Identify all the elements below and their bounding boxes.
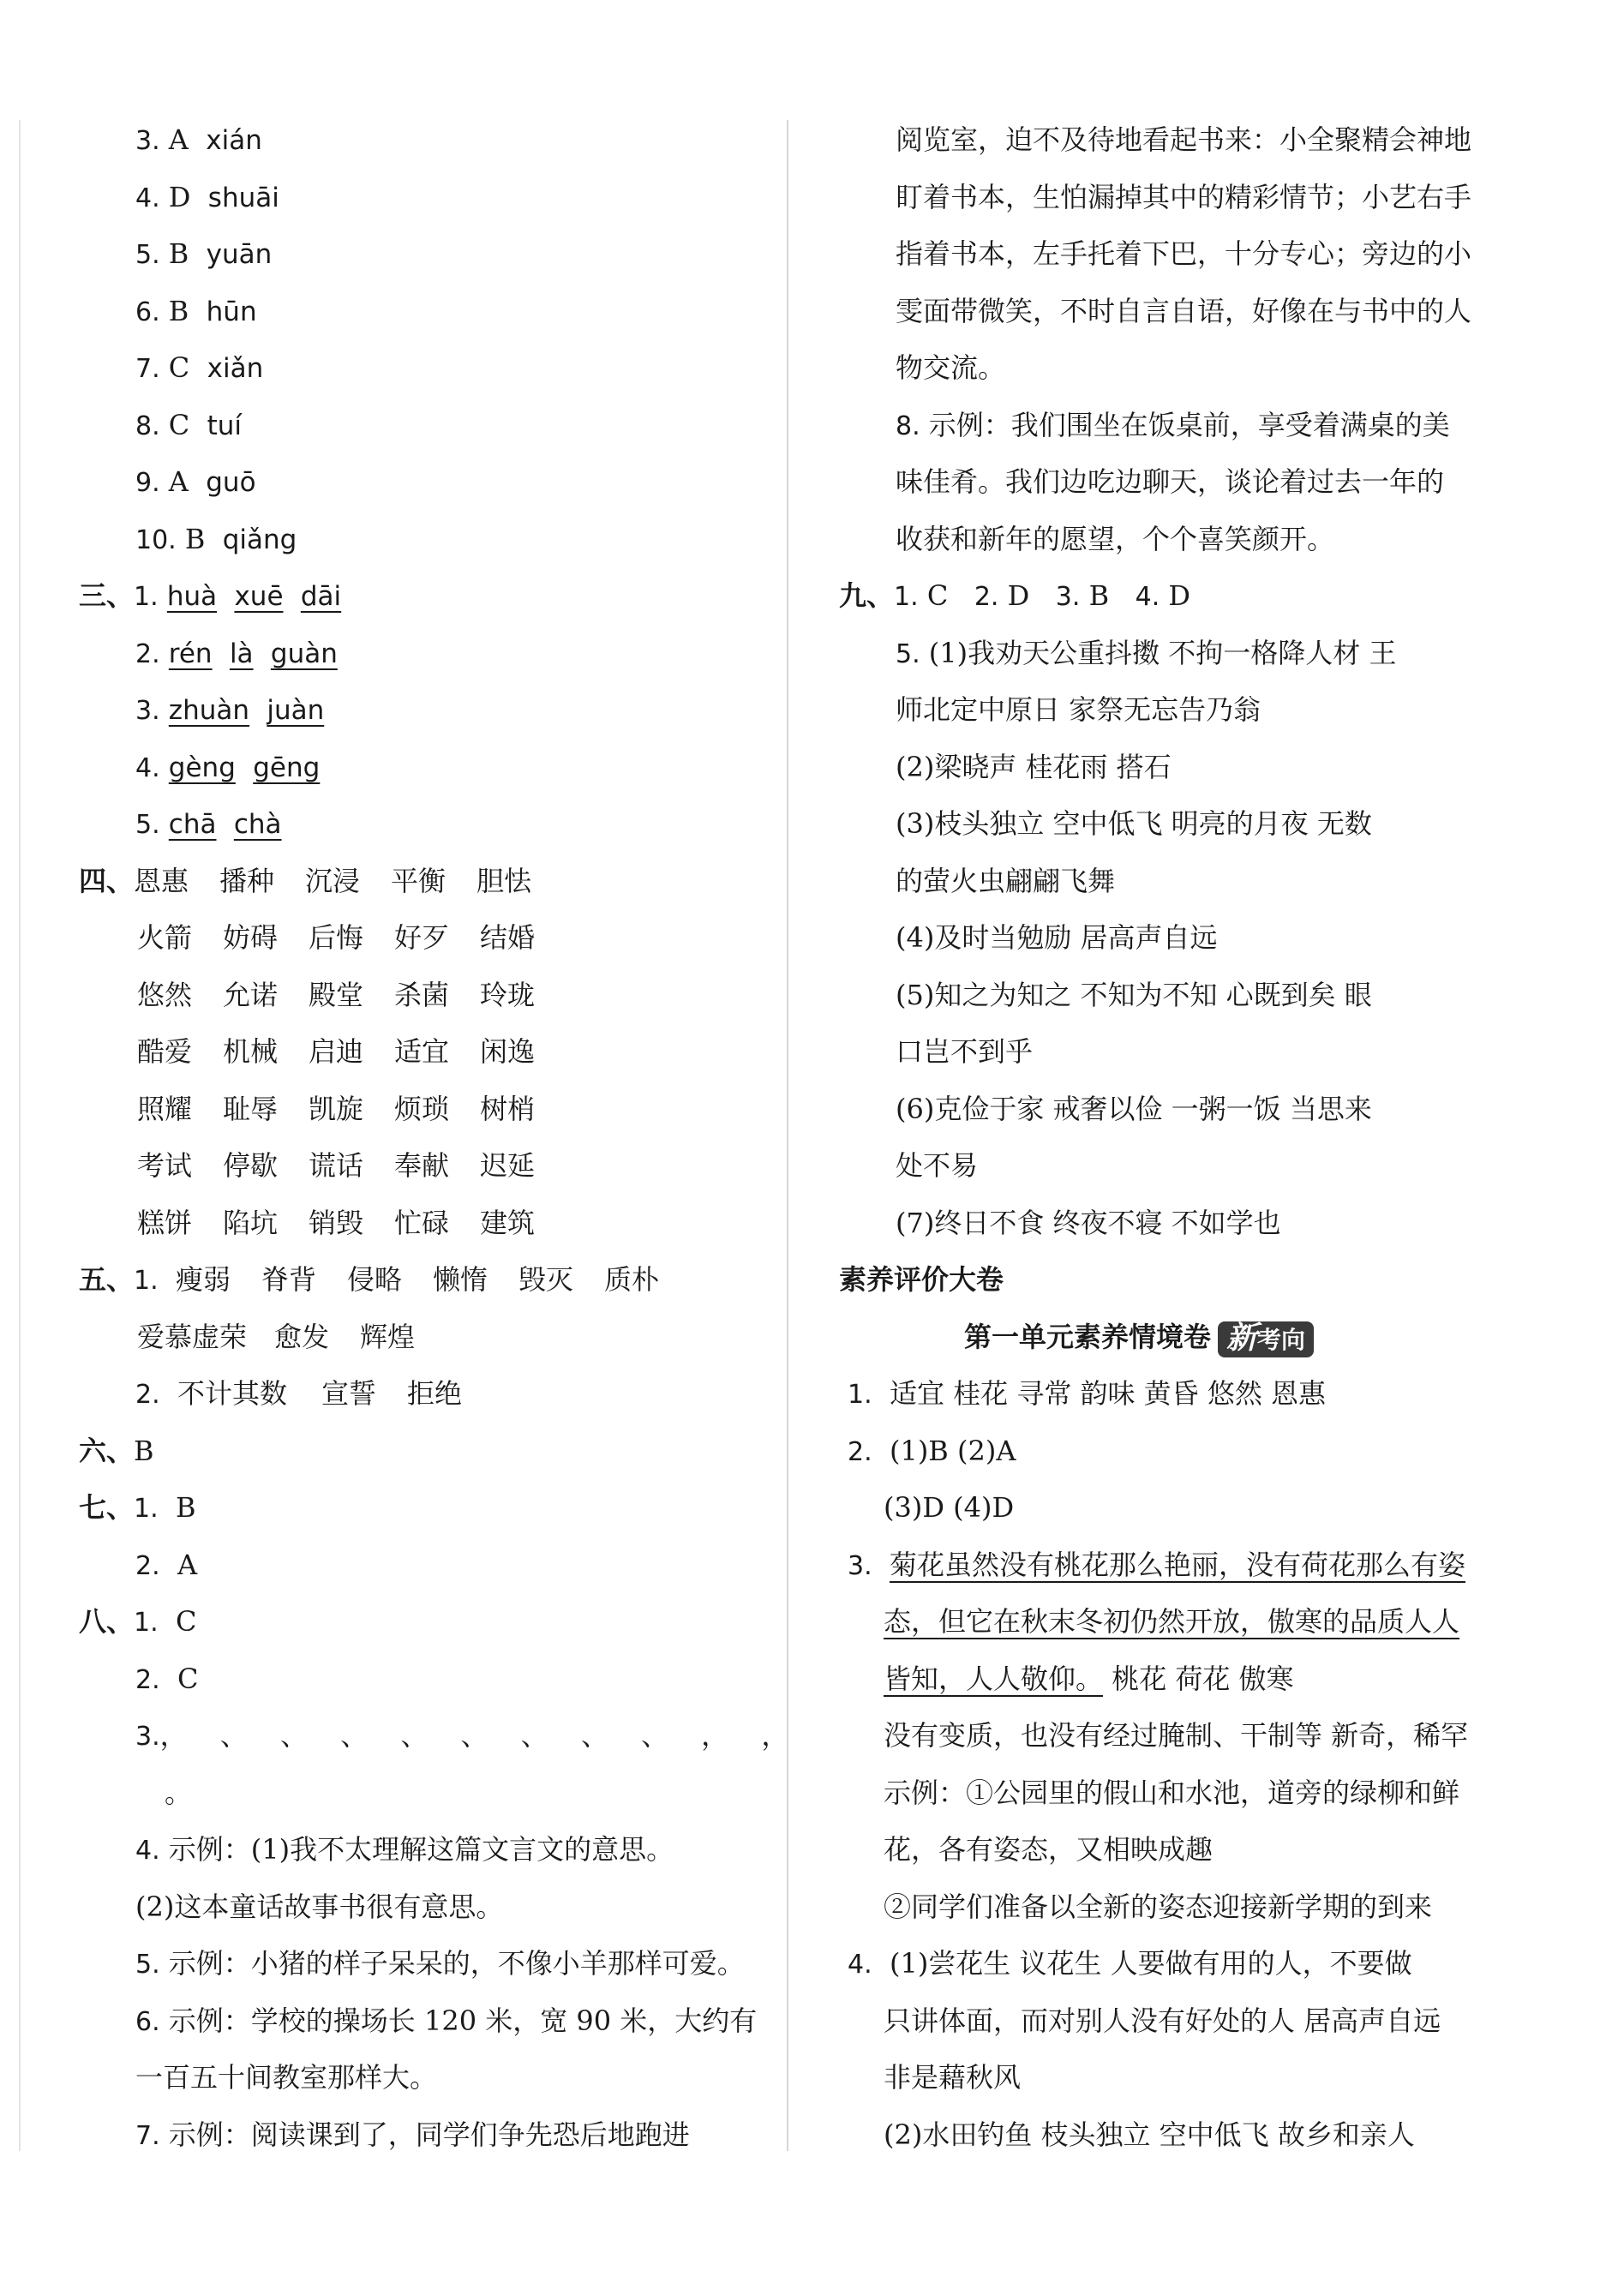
text-line: 4. (1)尝花生 议花生 人要做有用的人，不要做 <box>848 1947 1412 1980</box>
word-row: 照耀 耻辱 凯旋 烦琐 树梢 <box>137 1093 536 1125</box>
word-row: 悠然 允诺 殿堂 杀菌 玲珑 <box>137 979 536 1011</box>
answer-row: 10. B qiǎng <box>135 523 297 555</box>
pinyin-row: 5. chā chà <box>135 809 282 840</box>
pinyin-row: 3. zhuàn juàn <box>135 695 325 726</box>
answer-row: 4. D shuāi <box>135 181 279 213</box>
section-wu-row: 五、1. 瘦弱 脊背 侵略 懒惰 毁灭 质朴 <box>79 1263 659 1296</box>
answer-row: 5. B yuān <box>135 237 273 270</box>
answer-row: 6. 示例：学校的操场长 120 米，宽 90 米，大约有 <box>135 2004 758 2037</box>
section-qi-row: 七、1. B <box>79 1491 196 1524</box>
text-line: 阅览室，迫不及待地看起书来：小全聚精会神地 <box>896 123 1472 156</box>
text-line: 8. 示例：我们围坐在饭桌前，享受着满桌的美 <box>896 409 1450 441</box>
word-row: 2. 不计其数 宣誓 拒绝 <box>135 1377 462 1410</box>
text-line: 处不易 <box>896 1149 979 1182</box>
text-line: ②同学们准备以全新的姿态迎接新学期的到来 <box>884 1891 1433 1923</box>
answer-row: 一百五十间教室那样大。 <box>135 2061 438 2094</box>
answer-row: 9. A guō <box>135 465 256 498</box>
pinyin-row: 4. gèng gēng <box>135 752 321 783</box>
section-liu-row: 六、B <box>79 1435 154 1467</box>
section-ba-row: 八、1. C <box>79 1605 197 1638</box>
section-san-row: 三、1. huà xuē dāi <box>79 579 342 612</box>
text-line: 雯面带微笑，不时自言自语，好像在与书中的人 <box>896 295 1472 327</box>
text-line: 示例：①公园里的假山和水池，道旁的绿柳和鲜 <box>884 1777 1460 1809</box>
column-divider <box>787 120 788 2151</box>
word-row: 考试 停歇 谎话 奉献 迟延 <box>137 1149 536 1182</box>
left-margin-rule <box>19 120 21 2151</box>
text-line: 指着书本，左手托着下巴，十分专心；旁边的小 <box>896 237 1472 270</box>
text-line: (2)梁晓声 桂花雨 搭石 <box>896 751 1172 783</box>
answer-row: (2)这本童话故事书很有意思。 <box>135 1891 504 1923</box>
answer-row: 3. A xián <box>135 123 262 156</box>
word-row: 火箭 妨碍 后悔 好歹 结婚 <box>137 921 536 954</box>
text-line: 味佳肴。我们边吃边聊天，谈论着过去一年的 <box>896 465 1445 498</box>
answer-row: 5. 示例：小猪的样子呆呆的，不像小羊那样可爱。 <box>135 1947 745 1980</box>
text-line: 物交流。 <box>896 351 1006 384</box>
answer-row: 6. B hūn <box>135 295 257 327</box>
text-line: (3)枝头独立 空中低飞 明亮的月夜 无数 <box>896 807 1372 840</box>
text-line: (6)克俭于家 戒奢以俭 一粥一饭 当思来 <box>896 1093 1372 1125</box>
text-line: 3. 菊花虽然没有桃花那么艳丽，没有荷花那么有姿 <box>848 1549 1465 1581</box>
pinyin-row: 2. rén là guàn <box>135 638 338 669</box>
text-line: (4)及时当勉励 居高声自远 <box>896 921 1218 954</box>
answer-row: 4. 示例：(1)我不太理解这篇文言文的意思。 <box>135 1833 674 1866</box>
text-line: 1. 适宜 桂花 寻常 韵味 黄昏 悠然 恩惠 <box>848 1377 1327 1410</box>
text-line: 5. (1)我劝天公重抖擞 不拘一格降人材 王 <box>896 637 1397 669</box>
answer-row: 7. 示例：阅读课到了，同学们争先恐后地跑进 <box>135 2118 690 2151</box>
text-line: 收获和新年的愿望，个个喜笑颜开。 <box>896 523 1335 555</box>
answer-row: 2. A <box>135 1549 198 1581</box>
word-row: 酷爱 机械 启迪 适宜 闲逸 <box>137 1035 536 1068</box>
answer-row: 3.， 、 、 、 、 、 、 、 、 ， ， <box>135 1719 801 1752</box>
answer-row: 2. C <box>135 1663 199 1695</box>
text-line: 没有变质，也没有经过腌制、干制等 新奇，稀罕 <box>884 1719 1469 1752</box>
text-line: 花，各有姿态，又相映成趣 <box>884 1833 1214 1866</box>
answer-row: 。 <box>165 1777 193 1809</box>
section-jiu-row: 九、1. C 2. D 3. B 4. D <box>839 579 1191 612</box>
text-line: 皆知，人人敬仰。 桃花 荷花 傲寒 <box>884 1663 1294 1695</box>
word-row: 糕饼 陷坑 销毁 忙碌 建筑 <box>137 1207 536 1239</box>
text-line: 师北定中原日 家祭无忘告乃翁 <box>896 693 1261 726</box>
text-line: 盯着书本，生怕漏掉其中的精彩情节；小艺右手 <box>896 181 1472 213</box>
word-row: 爱慕虚荣 愈发 辉煌 <box>137 1321 416 1353</box>
new-trend-badge: 新考向 <box>1218 1321 1314 1357</box>
unit-title: 第一单元素养情境卷 新考向 <box>964 1316 1314 1357</box>
text-line: (5)知之为知之 不知为不知 心既到矣 眼 <box>896 979 1372 1011</box>
text-line: 口岂不到乎 <box>896 1035 1034 1068</box>
text-line: 态，但它在秋末冬初仍然开放，傲寒的品质人人 <box>884 1605 1460 1638</box>
text-line: 的萤火虫翩翩飞舞 <box>896 865 1116 897</box>
text-line: 只讲体面，而对别人没有好处的人 居高声自远 <box>884 2004 1441 2037</box>
text-line: (7)终日不食 终夜不寝 不如学也 <box>896 1207 1281 1239</box>
text-line: 2. (1)B (2)A <box>848 1435 1016 1467</box>
text-line: (2)水田钓鱼 枝头独立 空中低飞 故乡和亲人 <box>884 2118 1415 2151</box>
text-line: (3)D (4)D <box>884 1491 1015 1524</box>
section-heading: 素养评价大卷 <box>839 1263 1004 1296</box>
answer-row: 7. C xiǎn <box>135 351 264 384</box>
text-line: 非是藉秋风 <box>884 2061 1022 2094</box>
section-si-row: 四、恩惠 播种 沉浸 平衡 胆怯 <box>79 865 532 897</box>
answer-row: 8. C tuí <box>135 409 243 441</box>
